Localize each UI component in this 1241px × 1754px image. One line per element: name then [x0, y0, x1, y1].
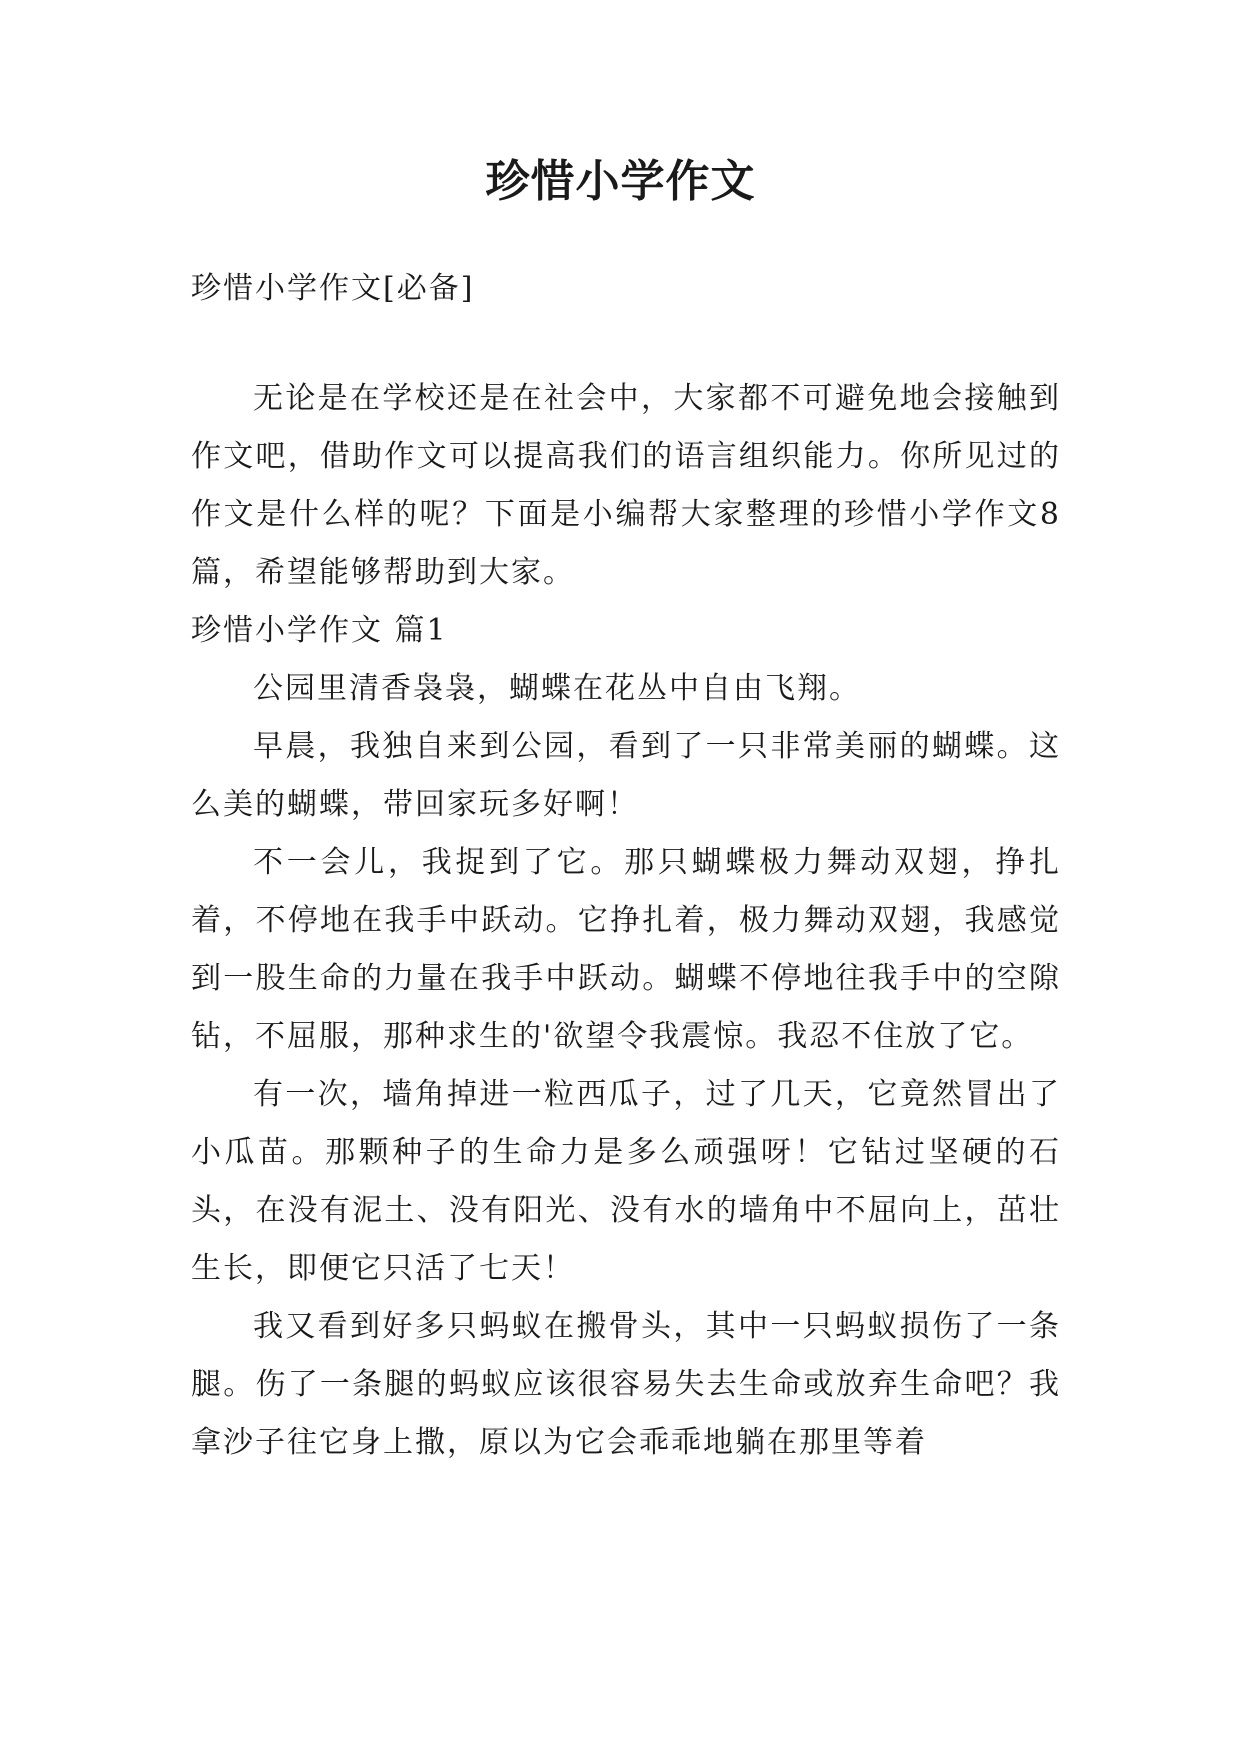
- body-paragraph: 不一会儿，我捉到了它。那只蝴蝶极力舞动双翅，挣扎着，不停地在我手中跃动。它挣扎着，极力舞动双翅，我感觉到一股生命的力量在我手中跃动。蝴蝶不停地往我手中的空隙钻，不屈服，那种求生的'欲望令我震惊。我忍不住放了它。: [191, 845, 1061, 1054]
- intro-paragraph: 无论是在学校还是在社会中，大家都不可避免地会接触到作文吧，借助作文可以提高我们的语言组织能力。你所见过的作文是什么样的呢？下面是小编帮大家整理的珍惜小学作文8篇，希望能够帮助到大家。: [191, 381, 1061, 590]
- document-subtitle: 珍惜小学作文[必备]: [191, 271, 475, 306]
- body-paragraph: 我又看到好多只蚂蚁在搬骨头，其中一只蚂蚁损伤了一条腿。伤了一条腿的蚂蚁应该很容易失去生命或放弃生命吧？我拿沙子往它身上撒，原以为它会乖乖地躺在那里等着: [191, 1309, 1061, 1460]
- document-title: 珍惜小学作文: [485, 156, 756, 207]
- body-paragraph: 有一次，墙角掉进一粒西瓜子，过了几天，它竟然冒出了小瓜苗。那颗种子的生命力是多么顽强呀！它钻过坚硬的石头，在没有泥土、没有阳光、没有水的墙角中不屈向上，茁壮生长，即便它只活了七天！: [191, 1077, 1061, 1286]
- body-paragraph: 公园里清香袅袅，蝴蝶在花丛中自由飞翔。: [253, 671, 861, 706]
- document-body: [191, 258, 1061, 1472]
- body-paragraph: 早晨，我独自来到公园，看到了一只非常美丽的蝴蝶。这么美的蝴蝶，带回家玩多好啊！: [191, 729, 1061, 822]
- section-heading: 珍惜小学作文 篇1: [191, 613, 448, 648]
